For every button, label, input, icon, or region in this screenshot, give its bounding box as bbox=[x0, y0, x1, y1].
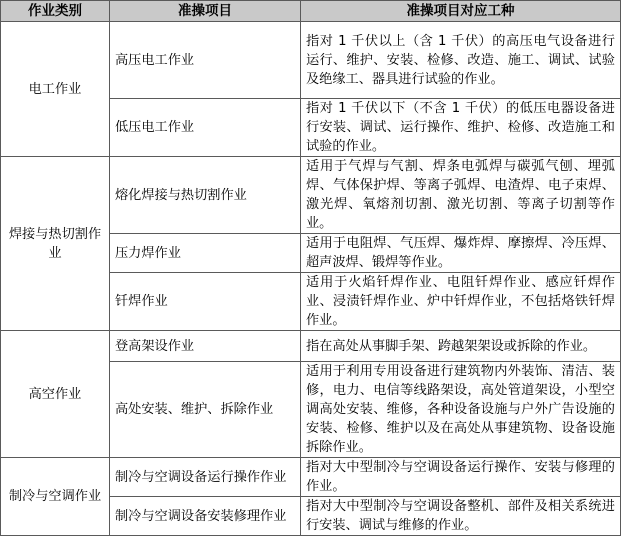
category-cell: 制冷与空调作业 bbox=[1, 458, 110, 536]
header-category: 作业类别 bbox=[1, 1, 110, 22]
item-cell: 低压电工作业 bbox=[110, 99, 301, 157]
table-row bbox=[1, 331, 621, 362]
description-cell: 指对大中型制冷与空调设备整机、部件及相关系统进行安装、调试与维修的作业。 bbox=[301, 497, 621, 536]
item-cell: 制冷与空调设备运行操作作业 bbox=[110, 458, 301, 497]
category-cell: 电工作业 bbox=[1, 22, 110, 157]
header-row bbox=[1, 1, 621, 22]
item-cell: 登高架设作业 bbox=[110, 331, 301, 362]
item-cell: 熔化焊接与热切割作业 bbox=[110, 157, 301, 234]
table-row bbox=[1, 458, 621, 497]
description-cell: 适用于电阻焊、气压焊、爆炸焊、摩擦焊、冷压焊、超声波焊、锻焊等作业。 bbox=[301, 234, 621, 273]
table-row bbox=[1, 157, 621, 234]
description-cell: 指在高处从事脚手架、跨越架架设或拆除的作业。 bbox=[301, 331, 621, 362]
description-cell: 适用于利用专用设备进行建筑物内外装饰、清洁、装修，电力、电信等线路架设，高处管道架设，小型空调高处安装、维修，各种设备设施与户外广告设施的安装、检修、维护以及在高处从事建筑物、设备设施拆除作业。 bbox=[301, 362, 621, 458]
item-cell: 高处安装、维护、拆除作业 bbox=[110, 362, 301, 458]
item-cell: 高压电工作业 bbox=[110, 22, 301, 99]
item-cell: 钎焊作业 bbox=[110, 273, 301, 331]
description-cell: 指对大中型制冷与空调设备运行操作、安装与修理的作业。 bbox=[301, 458, 621, 497]
item-cell: 制冷与空调设备安装修理作业 bbox=[110, 497, 301, 536]
header-item: 准操项目 bbox=[110, 1, 301, 22]
category-cell: 高空作业 bbox=[1, 331, 110, 458]
category-cell: 焊接与热切割作业 bbox=[1, 157, 110, 331]
description-cell: 适用于火焰钎焊作业、电阻钎焊作业、感应钎焊作业、浸渍钎焊作业、炉中钎焊作业，不包括烙铁钎焊作业。 bbox=[301, 273, 621, 331]
description-cell: 适用于气焊与气割、焊条电弧焊与碳弧气刨、埋弧焊、气体保护焊、等离子弧焊、电渣焊、电子束焊、激光焊、氧熔剂切割、激光切割、等离子切割等作业。 bbox=[301, 157, 621, 234]
description-cell: 指对 1 千伏以下（不含 1 千伏）的低压电器设备进行安装、调试、运行操作、维护、检修、改造施工和试验的作业。 bbox=[301, 99, 621, 157]
table-row bbox=[1, 22, 621, 99]
header-description: 准操项目对应工种 bbox=[301, 1, 621, 22]
description-cell: 指对 1 千伏以上（含 1 千伏）的高压电气设备进行运行、维护、安装、检修、改造、施工、调试、试验及绝缘工、器具进行试验的作业。 bbox=[301, 22, 621, 99]
item-cell: 压力焊作业 bbox=[110, 234, 301, 273]
